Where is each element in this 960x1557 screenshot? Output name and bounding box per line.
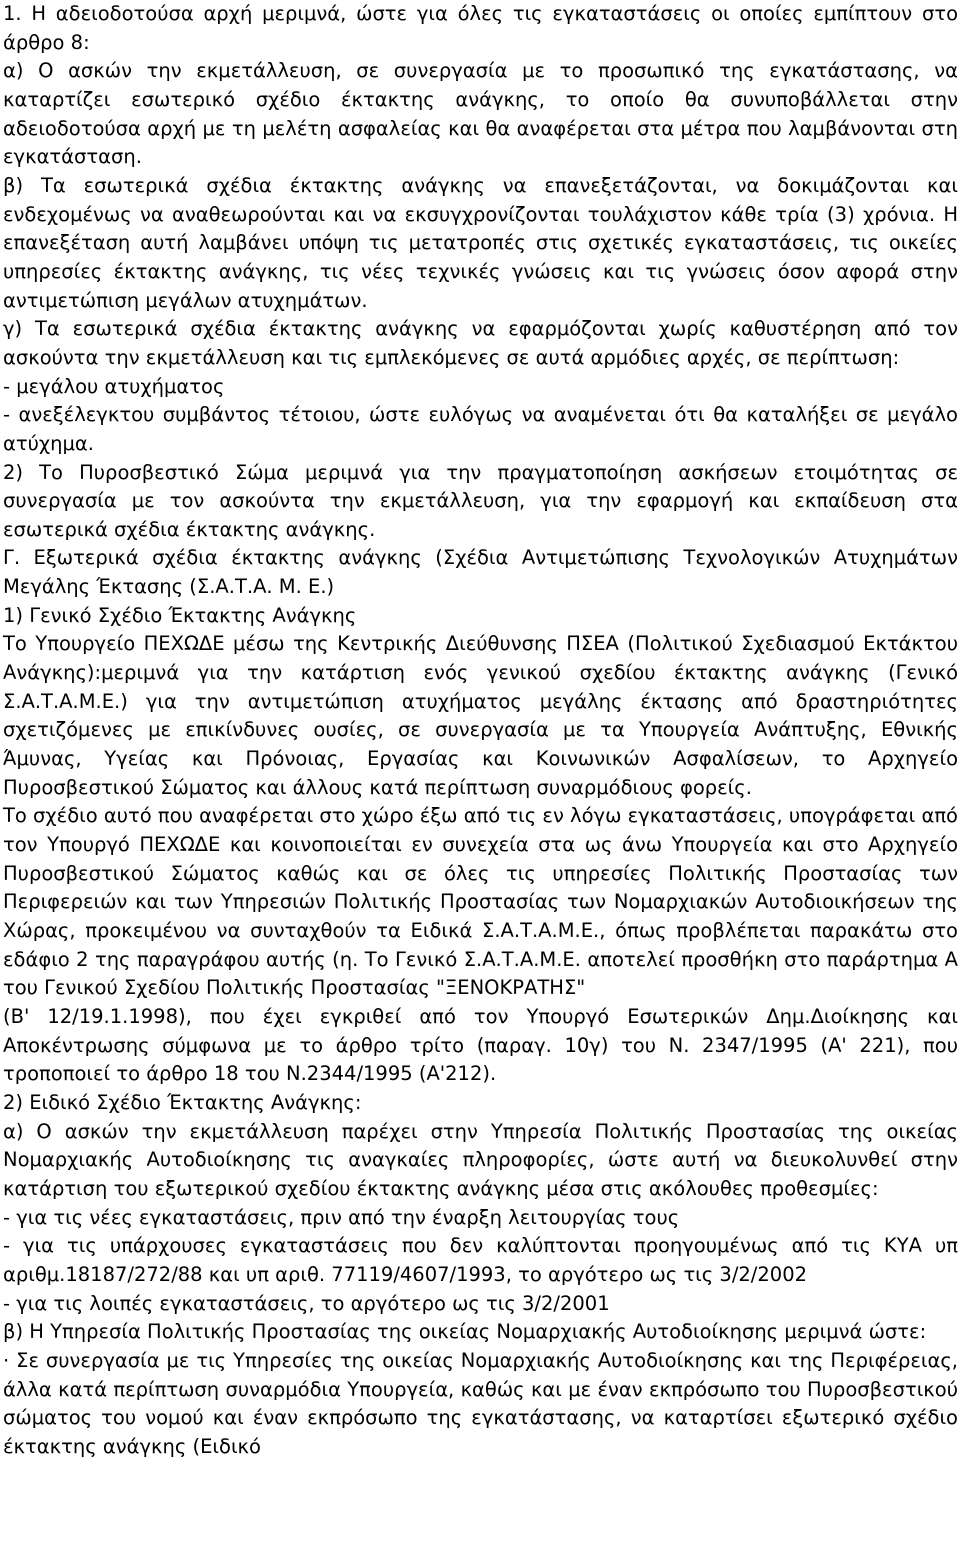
subsection-heading-general-plan: 1) Γενικό Σχέδιο Έκτακτης Ανάγκης — [3, 603, 357, 627]
list-item-existing-installations: - για τις υπάρχουσες εγκαταστάσεις που δεν καλύπτονται προηγουμένως από τις ΚΥΑ υπ αριθμ.18187/272/88 και υπ αριθ. 77119/4607/1993, το αργότερο ως τις 3/2/2002 — [3, 1234, 958, 1286]
paragraph-2: 2) Το Πυροσβεστικό Σώμα μεριμνά για την πραγματοποίηση ασκήσεων ετοιμότητας σε συνεργασία με τον ασκούντα την εκμετάλλευση, για την εφαρμογή και εκπαίδευση στα εσωτερικά σχέδια έκτακτης ανάγκης. — [3, 460, 958, 541]
paragraph-1a: α) Ο ασκών την εκμετάλλευση, σε συνεργασία με το προσωπικό της εγκατάστασης, να καταρτίζει εσωτερικό σχέδιο έκτακτης ανάγκης, το οποίο θα συνυποβάλλεται στην αδειοδοτούσα αρχή με τη μελέτη ασφαλείας και θα αναφέρεται στα μέτρα που λαμβάνονται στη εγκατάσταση. — [3, 59, 958, 169]
paragraph-1c: γ) Τα εσωτερικά σχέδια έκτακτης ανάγκης να εφαρμόζονται χωρίς καθυστέρηση από τον ασκούντα την εκμετάλλευση και τις εμπλεκόμενες σε αυτά αρμόδιες αρχές, σε περίπτωση: — [3, 317, 958, 369]
paragraph-1b: β) Τα εσωτερικά σχέδια έκτακτης ανάγκης να επανεξετάζονται, να δοκιμάζονται και ενδεχομένως να αναθεωρούνται και να εκσυγχρονίζονται τουλάχιστον κάθε τρία (3) χρόνια. Η επανεξέταση αυτή λαμβάνει υπόψη τις μετατροπές στις σχετικές εγκαταστάσεις, τις οικείες υπηρεσίες έκτακτης ανάγκης, τις νέες τεχνικές γνώσεις και τις γνώσεις όσον αφορά στην αντιμετώπιση μεγάλων ατυχημάτων. — [3, 173, 958, 312]
list-item-major-accident: - μεγάλου ατυχήματος — [3, 374, 225, 398]
paragraph-gazette-ref: (Β' 12/19.1.1998), που έχει εγκριθεί από τον Υπουργό Εσωτερικών Δημ.Διοίκησης και Αποκέντρωσης σύμφωνα με το άρθρο τρίτο (παραγ. 10γ) του Ν. 2347/1995 (Α' 221), που τροποποιεί το άρθρο 18 του Ν.2344/1995 (Α'212). — [3, 1004, 958, 1086]
paragraph-plan-scope: Το σχέδιο αυτό που αναφέρεται στο χώρο έξω από τις εν λόγω εγκαταστάσεις, υπογράφεται από τον Υπουργό ΠΕΧΩΔΕ και κοινοποιείται εν συνεχεία στα ως άνω Υπουργεία και στο Αρχηγείο Πυροσβεστικού Σώματος καθώς και σε όλες τις υπηρεσίες Πολιτικής Προστασίας των Περιφερειών και των Υπηρεσιών Πολιτικής Προστασίας των Νομαρχιακών Αυτοδιοικήσεων της Χώρας, προκειμένου να συνταχθούν τα Ειδικά Σ.Α.Τ.Α.Μ.Ε., όπως προβλέπεται παρακάτω στο εδάφιο 2 της παραγράφου αυτής (η. Το Γενικό Σ.Α.Τ.Α.Μ.Ε. αποτελεί προσθήκη στο παράρτημα Α του Γενικού Σχεδίου Πολιτικής Προστασίας "ΞΕΝΟΚΡΑΤΗΣ" — [3, 804, 958, 1000]
paragraph-special-a: α) Ο ασκών την εκμετάλλευση παρέχει στην Υπηρεσία Πολιτικής Προστασίας της οικείας Νομαρχιακής Αυτοδιοίκησης τις αναγκαίες πληροφορίες, ώστε αυτή να διευκολυνθεί στην κατάρτιση του εξωτερικού σχεδίου έκτακτης ανάγκης μέσα στις ακόλουθες προθεσμίες: — [3, 1119, 958, 1200]
list-item-uncontrolled-event: - ανεξέλεγκτου συμβάντος τέτοιου, ώστε ευλόγως να αναμένεται ότι θα καταλήξει σε μεγάλο ατύχημα. — [3, 403, 958, 455]
bullet-item-cooperation: · Σε συνεργασία με τις Υπηρεσίες της οικείας Νομαρχιακής Αυτοδιοίκησης και της Περιφέρειας, άλλα κατά περίπτωση συναρμόδια Υπουργεία, καθώς και με έναν εκπρόσωπο του Πυροσβεστικού σώματος του νομού και έναν εκπρόσωπο της εγκατάστασης, να καταρτίσει εξωτερικό σχέδιο έκτακτης ανάγκης (Ειδικό — [3, 1348, 958, 1458]
paragraph-ministry: Το Υπουργείο ΠΕΧΩΔΕ μέσω της Κεντρικής Διεύθυνσης ΠΣΕΑ (Πολιτικού Σχεδιασμού Εκτάκτου Ανάγκης):μεριμνά για την κατάρτιση ενός γενικού σχεδίου έκτακτης ανάγκης (Γενικό Σ.Α.Τ.Α.Μ.Ε.) για την αντιμετώπιση ατυχήματος μεγάλης έκτασης από δραστηριότητες σχετιζόμενες με επικίνδυνες ουσίες, σε συνεργασία με τα Υπουργεία Ανάπτυξης, Εθνικής Άμυνας, Υγείας και Πρόνοιας, Εργασίας και Κοινωνικών Ασφαλίσεων, το Αρχηγείο Πυροσβεστικού Σώματος και άλλους κατά περίπτωση συναρμόδιους φορείς. — [3, 632, 958, 799]
paragraph-special-b: β) Η Υπηρεσία Πολιτικής Προστασίας της οικείας Νομαρχιακής Αυτοδιοίκησης μεριμνά ώστε: — [3, 1320, 927, 1344]
subsection-heading-special-plan: 2) Ειδικό Σχέδιο Έκτακτης Ανάγκης: — [3, 1090, 362, 1114]
list-item-other-installations: - για τις λοιπές εγκαταστάσεις, το αργότερο ως τις 3/2/2001 — [3, 1291, 610, 1315]
paragraph-1: 1. Η αδειοδοτούσα αρχή μεριμνά, ώστε για όλες τις εγκαταστάσεις οι οποίες εμπίπτουν στο άρθρο 8: — [3, 2, 958, 54]
section-heading-g: Γ. Εξωτερικά σχέδια έκτακτης ανάγκης (Σχέδια Αντιμετώπισης Τεχνολογικών Ατυχημάτων Μεγάλης Έκτασης (Σ.Α.Τ.Α. Μ. Ε.) — [3, 546, 958, 599]
list-item-new-installations: - για τις νέες εγκαταστάσεις, πριν από την έναρξη λειτουργίας τους — [3, 1205, 680, 1229]
